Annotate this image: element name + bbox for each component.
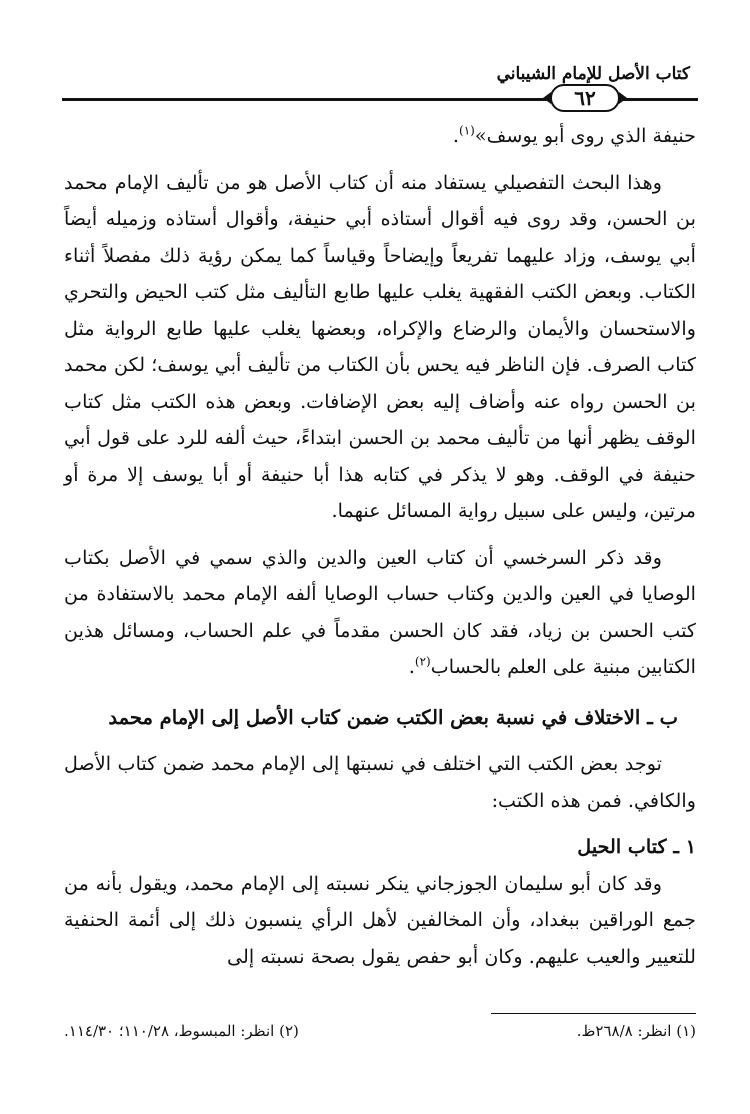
paragraph-1 [64,118,696,155]
paragraph-3 [64,540,696,686]
footnote-1: (١) انظر: ٢٦٨/٨ظ. [576,1022,696,1040]
paragraph-1-text: حنيفة الذي روى أبو يوسف» [474,124,696,147]
footnote-separator [491,1013,696,1014]
main-text [64,118,696,975]
section-heading-b: ب ـ الاختلاف في نسبة بعض الكتب ضمن كتاب الأصل إلى الإمام محمد [108,705,678,729]
running-head: كتاب الأصل للإمام الشيباني [496,64,690,84]
paragraph-5: وقد كان أبو سليمان الجوزجاني ينكر نسبته إلى الإمام محمد، ويقول بأنه من جمع الوراقين ببغداد، وأن المخالفين لأهل الرأي ينسبون ذلك إلى أئمة الحنفية للتعيير والعيب عليهم. وكان أبو حفص يقول بصحة نسبته إلى [64,871,696,968]
subheading-hiyal: ١ ـ كتاب الحيل [577,835,696,858]
page-header [62,60,698,112]
paragraph-2: وهذا البحث التفصيلي يستفاد منه أن كتاب الأصل هو من تأليف الإمام محمد بن الحسن، وقد روى فيه أقوال أستاذه أبي حنيفة، وأقوال أستاذه وزميله أيضاً أبي يوسف، وزاد عليهما تفريعاً وإيضاحاً وقياساً كما يمكن رؤية ذلك مفصلاً أثناء الكتاب. وبعض الكتب الفقهية يغلب عليها طابع التأليف مثل كتب الحيض والتحري والاستحسان والأيمان والرضاع والإكراه، وبعضها يغلب عليها طابع الرواية مثل كتاب الصرف. فإن الناظر فيه يحس بأن الكتاب من تأليف أبي يوسف؛ لكن محمد بن الحسن رواه عنه وأضاف إليه بعض الإضافات. وبعض هذه الكتب مثل كتاب الوقف يظهر أنها من تأليف محمد بن الحسن ابتداءً، حيث ألفه للرد على قول أبي حنيفة في الوقف. وهو لا يذكر في كتابه هذا أبا حنيفة أو أبا يوسف إلا مرة أو مرتين، وليس على سبيل رواية المسائل عنهما. [64,170,696,522]
paragraph-3-end: . [408,655,415,678]
footnote-2: (٢) انظر: المبسوط، ١١٠/٢٨؛ ١١٤/٣٠. [64,1022,299,1040]
paragraph-1-end: . [452,124,459,147]
footnotes [64,1022,696,1040]
footnote-ref-1: (١) [459,123,475,138]
footnote-ref-2: (٢) [414,654,431,669]
paragraph-3-text: وقد ذكر السرخسي أن كتاب العين والدين والذي سمي في الأصل بكتاب الوصايا في العين والدين وكتاب حساب الوصايا ألفه الإمام محمد بالاستفادة من كتب الحسن بن زياد، فقد كان الحسن مقدماً في علم الحساب، ومسائل هذين الكتابين مبنية على العلم بالحساب [64,545,696,678]
page-number-text: ٦٢ [574,86,596,110]
paragraph-4: توجد بعض الكتب التي اختلف في نسبتها إلى الإمام محمد ضمن كتاب الأصل والكافي. فمن هذه الكتب: [64,752,696,812]
page-number [550,84,620,112]
